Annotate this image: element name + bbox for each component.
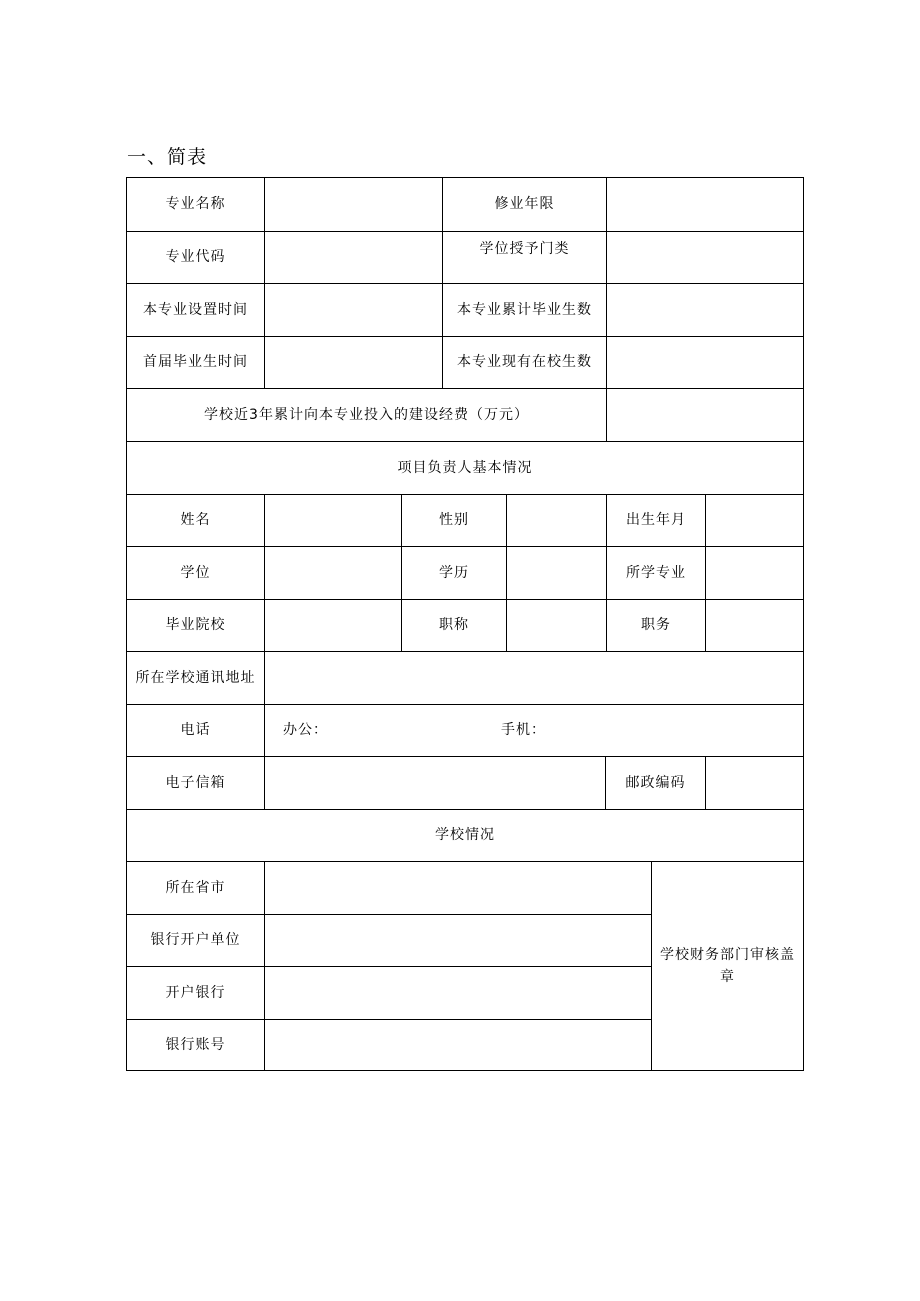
field-account-unit[interactable] — [264, 914, 651, 966]
label-position: 职务 — [606, 599, 705, 651]
label-account-no: 银行账号 — [127, 1019, 264, 1070]
field-degree-category[interactable] — [606, 231, 803, 283]
field-postcode[interactable] — [705, 756, 803, 809]
page-heading: 一、简表 — [127, 146, 208, 168]
label-major: 所学专业 — [606, 546, 705, 599]
label-phone: 电话 — [127, 704, 264, 756]
label-birth: 出生年月 — [606, 494, 705, 546]
field-address[interactable] — [264, 651, 803, 704]
field-investment[interactable] — [606, 388, 803, 441]
label-setup-time: 本专业设置时间 — [127, 283, 264, 336]
field-first-graduation[interactable] — [264, 336, 442, 388]
field-setup-time[interactable] — [264, 283, 442, 336]
label-education: 学历 — [401, 546, 506, 599]
label-address: 所在学校通讯地址 — [127, 651, 264, 704]
label-study-years: 修业年限 — [442, 178, 606, 231]
label-office: 办公： — [283, 721, 328, 738]
label-total-graduates: 本专业累计毕业生数 — [442, 283, 606, 336]
field-total-graduates[interactable] — [606, 283, 803, 336]
field-major-code[interactable] — [264, 231, 442, 283]
label-name: 姓名 — [127, 494, 264, 546]
section-school-title: 学校情况 — [127, 809, 803, 861]
field-title[interactable] — [506, 599, 606, 651]
label-first-graduation: 首届毕业生时间 — [127, 336, 264, 388]
field-major-name[interactable] — [264, 178, 442, 231]
label-title: 职称 — [401, 599, 506, 651]
label-postcode: 邮政编码 — [605, 756, 705, 809]
field-gender[interactable] — [506, 494, 606, 546]
label-province: 所在省市 — [127, 861, 264, 914]
field-major[interactable] — [705, 546, 803, 599]
label-degree-category: 学位授予门类 — [442, 231, 606, 283]
field-education[interactable] — [506, 546, 606, 599]
label-school: 毕业院校 — [127, 599, 264, 651]
field-birth[interactable] — [705, 494, 803, 546]
label-email: 电子信箱 — [127, 756, 264, 809]
label-current-students: 本专业现有在校生数 — [442, 336, 606, 388]
label-account-unit: 银行开户单位 — [127, 914, 264, 966]
label-mobile: 手机： — [501, 721, 546, 738]
field-study-years[interactable] — [606, 178, 803, 231]
summary-table — [126, 177, 804, 1071]
section-leader-title: 项目负责人基本情况 — [127, 441, 803, 494]
label-investment: 学校近3年累计向本专业投入的建设经费（万元） — [127, 388, 606, 441]
label-major-code: 专业代码 — [127, 231, 264, 283]
field-bank[interactable] — [264, 966, 651, 1019]
field-position[interactable] — [705, 599, 803, 651]
stamp-area: 学校财务部门审核盖章 — [651, 861, 803, 1070]
label-gender: 性别 — [401, 494, 506, 546]
field-account-no[interactable] — [264, 1019, 651, 1070]
field-degree[interactable] — [264, 546, 401, 599]
label-degree: 学位 — [127, 546, 264, 599]
label-bank: 开户银行 — [127, 966, 264, 1019]
field-email[interactable] — [264, 756, 605, 809]
field-school[interactable] — [264, 599, 401, 651]
field-current-students[interactable] — [606, 336, 803, 388]
field-province[interactable] — [264, 861, 651, 914]
field-name[interactable] — [264, 494, 401, 546]
label-major-name: 专业名称 — [165, 196, 226, 213]
